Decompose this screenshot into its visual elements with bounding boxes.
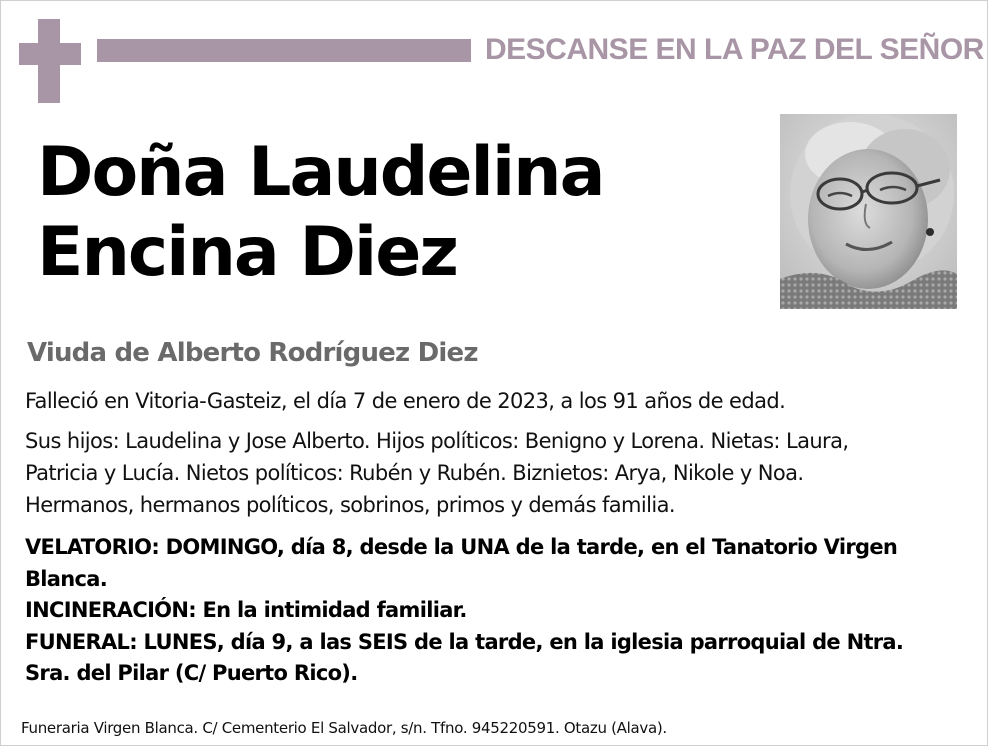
header-bar bbox=[97, 39, 471, 62]
ceremony-line: Blanca. bbox=[25, 566, 108, 591]
ceremony-line: Sra. del Pilar (C/ Puerto Rico). bbox=[25, 661, 358, 685]
widow-of: Viuda de Alberto Rodríguez Diez bbox=[27, 338, 478, 368]
family-line: Patricia y Lucía. Nietos políticos: Rubén y Rubén. Biznietos: Arya, Nikole y Noa. bbox=[25, 461, 804, 485]
name-line-1: Doña Laudelina bbox=[37, 133, 604, 212]
ceremony-line: VELATORIO: DOMINGO, día 8, desde la UNA de la tarde, en el Tanatorio Virgen bbox=[25, 535, 898, 559]
header-title: DESCANSE EN LA PAZ DEL SEÑOR bbox=[485, 33, 984, 66]
ceremony-line: FUNERAL: LUNES, día 9, a las SEIS de la tarde, en la iglesia parroquial de Ntra. bbox=[25, 629, 904, 654]
family-list bbox=[25, 425, 965, 521]
ceremony-line: INCINERACIÓN: En la intimidad familiar. bbox=[25, 598, 467, 622]
family-line: Hermanos, hermanos políticos, sobrinos, primos y demás familia. bbox=[25, 493, 675, 517]
cross-icon bbox=[19, 19, 81, 103]
family-line: Sus hijos: Laudelina y Jose Alberto. Hijos políticos: Benigno y Lorena. Nietas: Laura, bbox=[25, 429, 849, 453]
name-line-2: Encina Diez bbox=[37, 213, 457, 292]
portrait-photo bbox=[780, 114, 957, 309]
ceremony-details bbox=[25, 532, 975, 690]
funeral-home-footer: Funeraria Virgen Blanca. C/ Cementerio El Salvador, s/n. Tfno. 945220591. Otazu (Alava). bbox=[21, 719, 667, 737]
deceased-name bbox=[37, 133, 757, 293]
death-notice: Falleció en Vitoria-Gasteiz, el día 7 de enero de 2023, a los 91 años de edad. bbox=[25, 389, 786, 413]
